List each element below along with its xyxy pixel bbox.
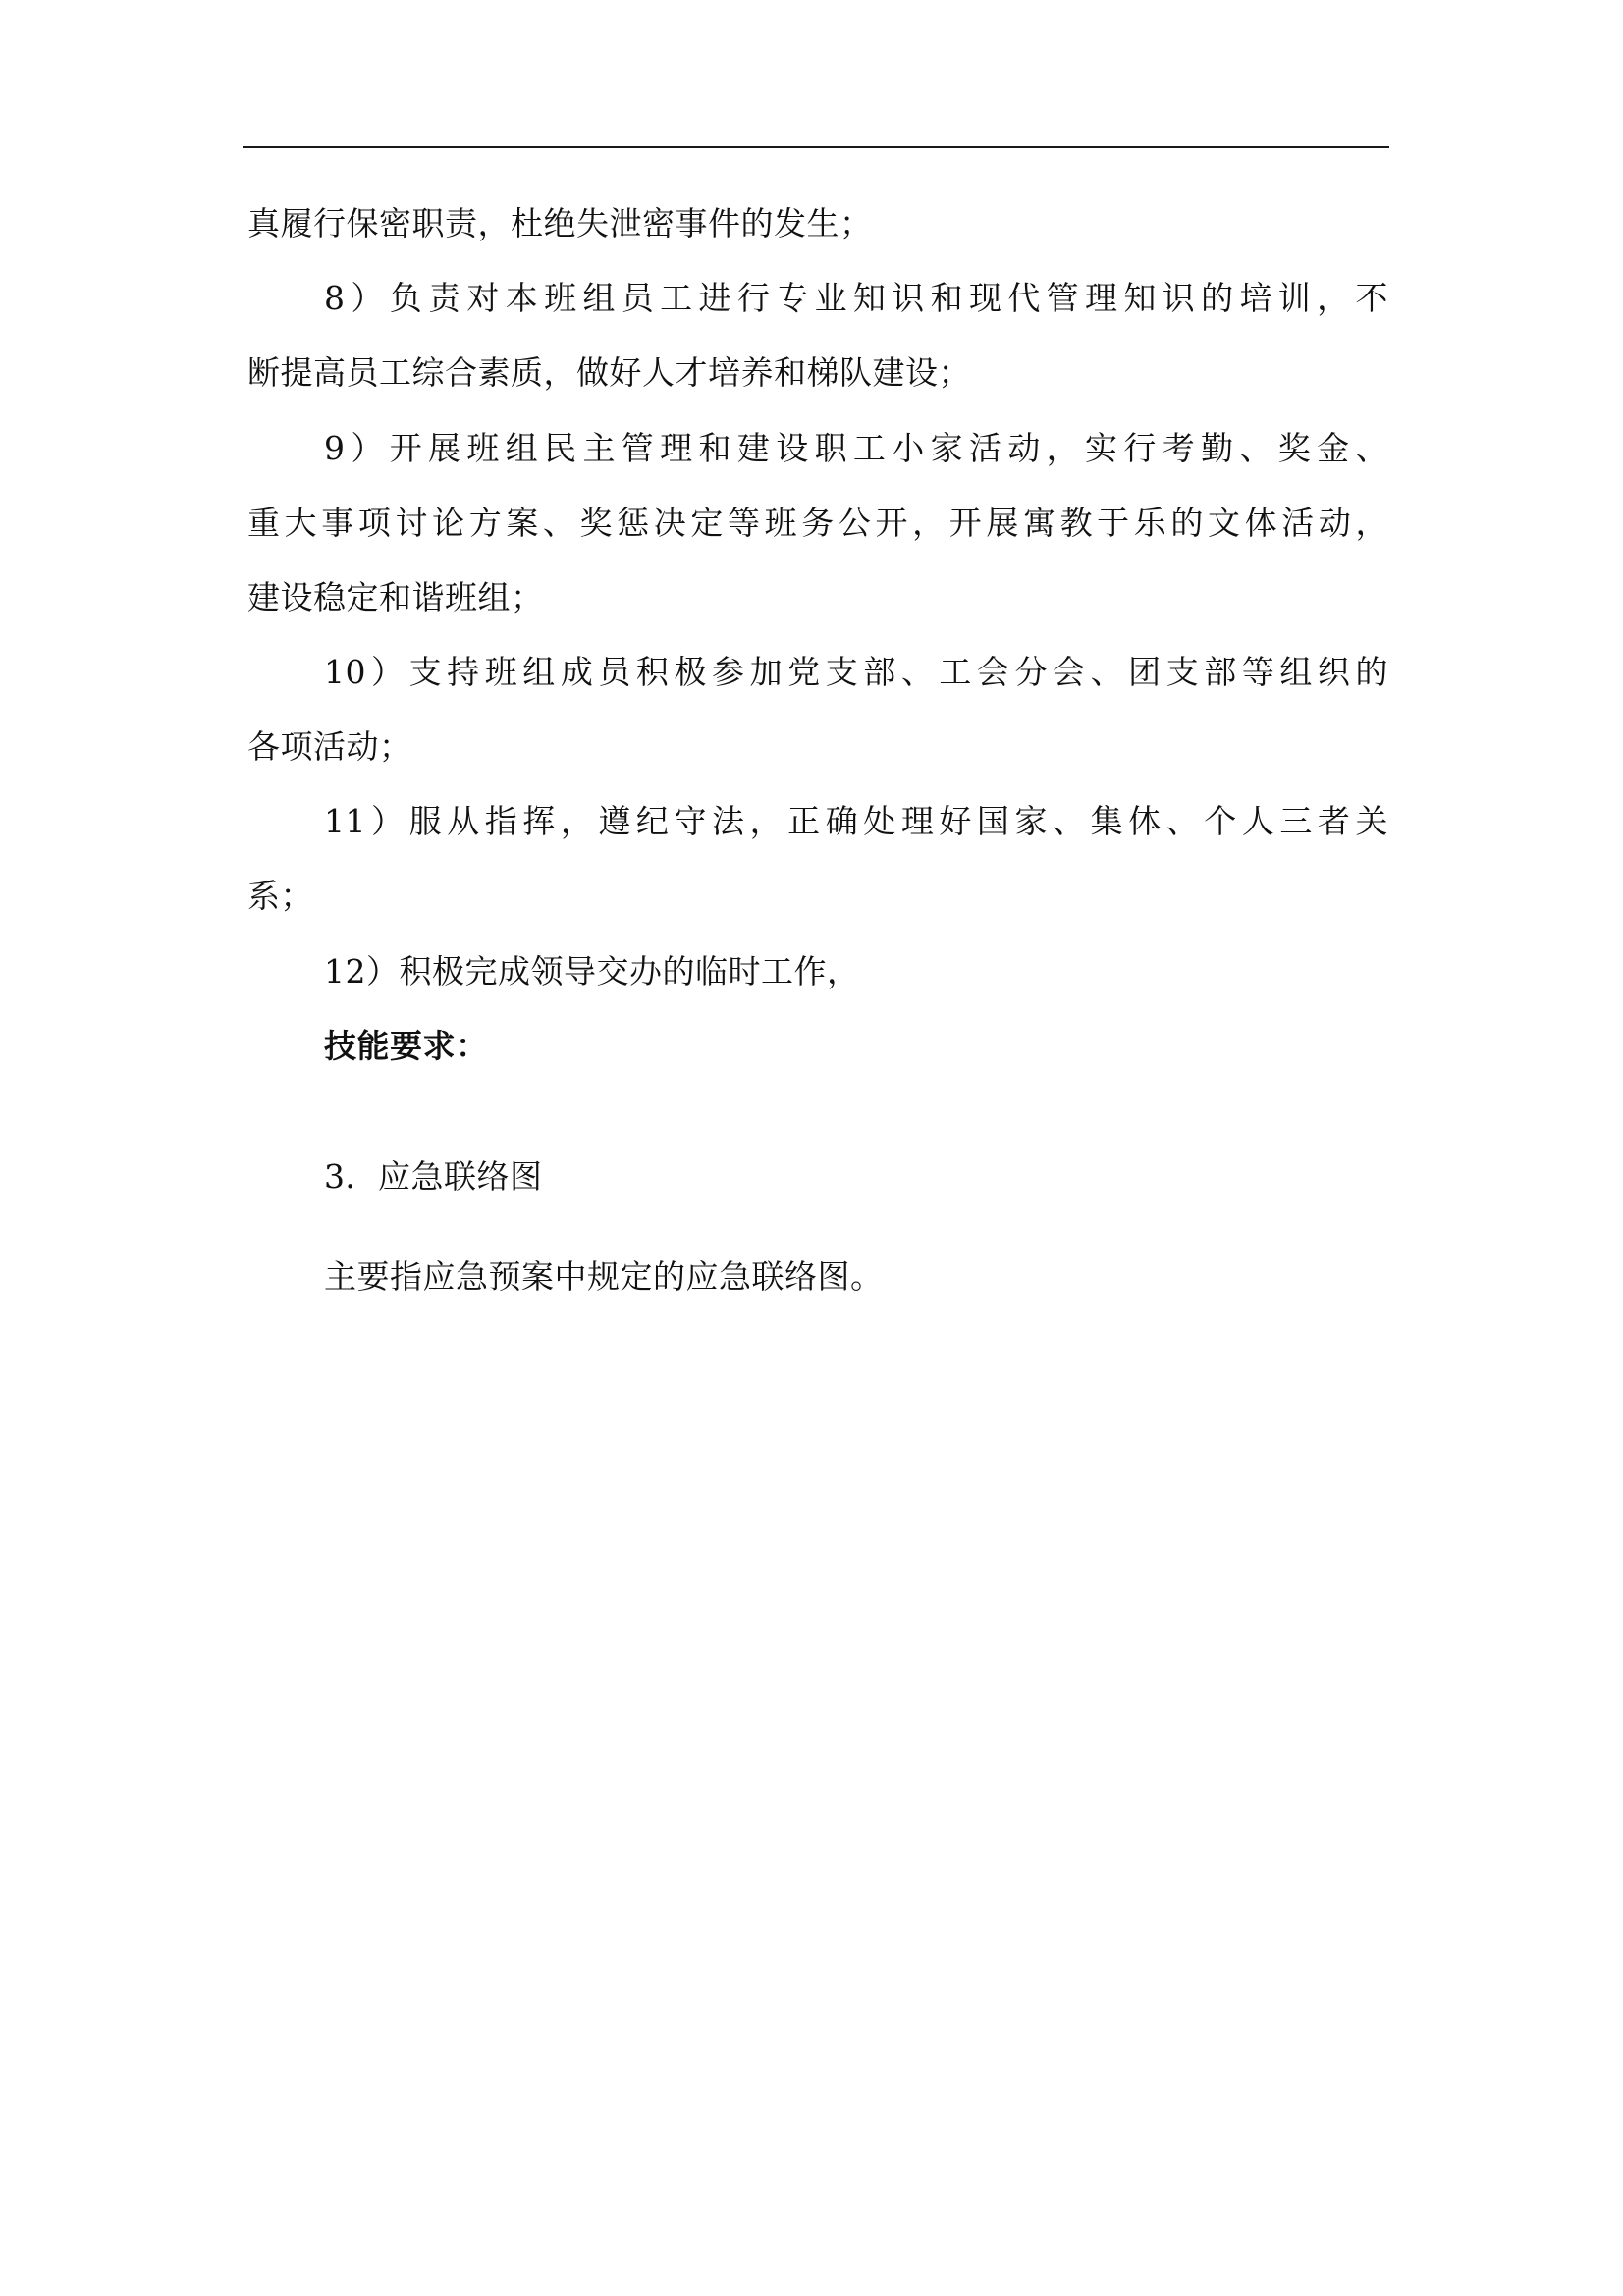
text-line-3: 断提高员工综合素质，做好人才培养和梯队建设； [247,353,971,392]
header-rule [243,146,1389,148]
text-line-6: 建设稳定和谐班组； [247,578,544,616]
text-line-emergency-desc: 主要指应急预案中规定的应急联络图。 [324,1257,884,1296]
text-line-8: 各项活动； [247,727,412,766]
text-line-2: 8）负责对本班组员工进行专业知识和现代管理知识的培训，不 [324,279,1388,317]
section-heading-emergency: 3．应急联络图 [324,1157,543,1196]
text-line-10: 系； [247,877,313,915]
text-line-4: 9）开展班组民主管理和建设职工小家活动，实行考勤、奖金、 [324,429,1388,467]
text-line-9: 11）服从指挥，遵纪守法，正确处理好国家、集体、个人三者关 [324,802,1388,840]
section-heading-skills: 技能要求： [324,1027,489,1065]
text-line-1: 真履行保密职责，杜绝失泄密事件的发生； [247,204,873,242]
text-line-11: 12）积极完成领导交办的临时工作， [324,952,860,990]
text-line-7: 10）支持班组成员积极参加党支部、工会分会、团支部等组织的 [324,653,1388,691]
text-line-5: 重大事项讨论方案、奖惩决定等班务公开，开展寓教于乐的文体活动， [247,504,1388,542]
